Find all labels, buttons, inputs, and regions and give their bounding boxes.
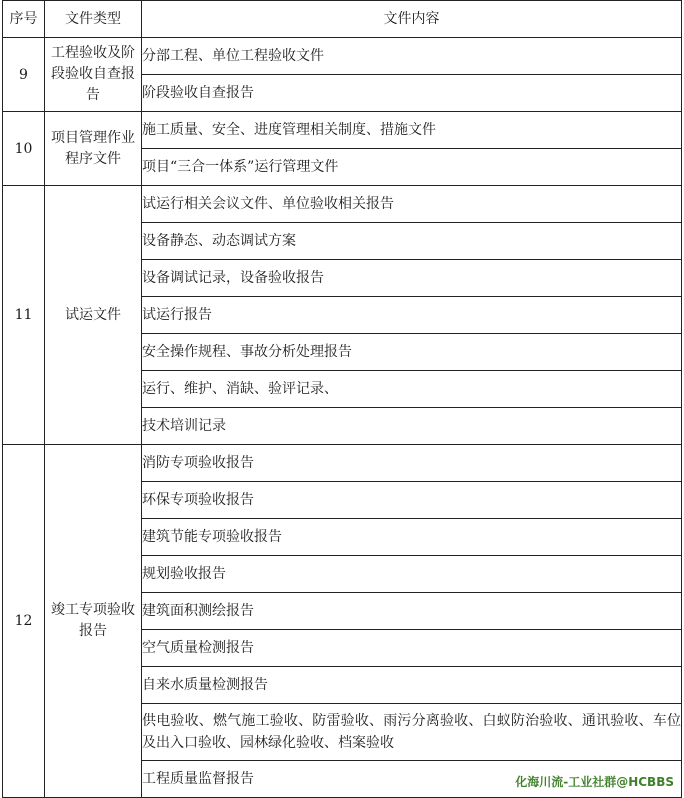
content-item: 空气质量检测报告 — [142, 630, 682, 667]
content-item: 自来水质量检测报告 — [142, 667, 682, 704]
row-file-type — [45, 186, 142, 445]
content-item: 阶段验收自查报告 — [142, 75, 682, 112]
watermark-text: 化海川流-工业社群@HCBBS — [515, 775, 674, 789]
content-item: 消防专项验收报告 — [142, 445, 682, 482]
content-item: 工程质量监督报告 — [142, 761, 682, 798]
content-item: 分部工程、单位工程验收文件 — [142, 38, 682, 75]
row-number: 11 — [3, 186, 45, 445]
row-number: 9 — [3, 38, 45, 112]
file-type-label: 试运文件 — [65, 306, 121, 323]
row-number: 10 — [3, 112, 45, 186]
table-row — [3, 186, 682, 223]
content-item: 安全操作规程、事故分析处理报告 — [142, 334, 682, 371]
row-file-type — [45, 445, 142, 798]
content-item: 试运行相关会议文件、单位验收相关报告 — [142, 186, 682, 223]
content-item: 建筑节能专项验收报告 — [142, 519, 682, 556]
content-item: 供电验收、燃气施工验收、防雷验收、雨污分离验收、白蚁防治验收、通讯验收、车位及出入口验收、园林绿化验收、档案验收 — [142, 704, 682, 761]
content-item: 试运行报告 — [142, 297, 682, 334]
content-item: 设备调试记录，设备验收报告 — [142, 260, 682, 297]
content-item: 施工质量、安全、进度管理相关制度、措施文件 — [142, 112, 682, 149]
row-file-type — [45, 38, 142, 112]
file-type-label: 项目管理作业程序文件 — [51, 129, 135, 167]
header-row — [3, 1, 682, 38]
header-file-type: 文件类型 — [45, 1, 142, 38]
content-item: 环保专项验收报告 — [142, 482, 682, 519]
table-row — [3, 38, 682, 75]
header-file-content: 文件内容 — [142, 1, 682, 38]
content-item: 建筑面积测绘报告 — [142, 593, 682, 630]
content-item: 项目“三合一体系”运行管理文件 — [142, 149, 682, 186]
file-type-label: 工程验收及阶段验收自查报告 — [51, 45, 135, 103]
table-row — [3, 445, 682, 482]
row-file-type — [45, 112, 142, 186]
row-number: 12 — [3, 445, 45, 798]
document-table — [2, 0, 682, 798]
content-item: 规划验收报告 — [142, 556, 682, 593]
table-row — [3, 112, 682, 149]
file-type-label: 竣工专项验收报告 — [51, 602, 135, 639]
content-item: 设备静态、动态调试方案 — [142, 223, 682, 260]
header-number: 序号 — [3, 1, 45, 38]
content-item: 运行、维护、消缺、验评记录、 — [142, 371, 682, 408]
content-item: 技术培训记录 — [142, 408, 682, 445]
